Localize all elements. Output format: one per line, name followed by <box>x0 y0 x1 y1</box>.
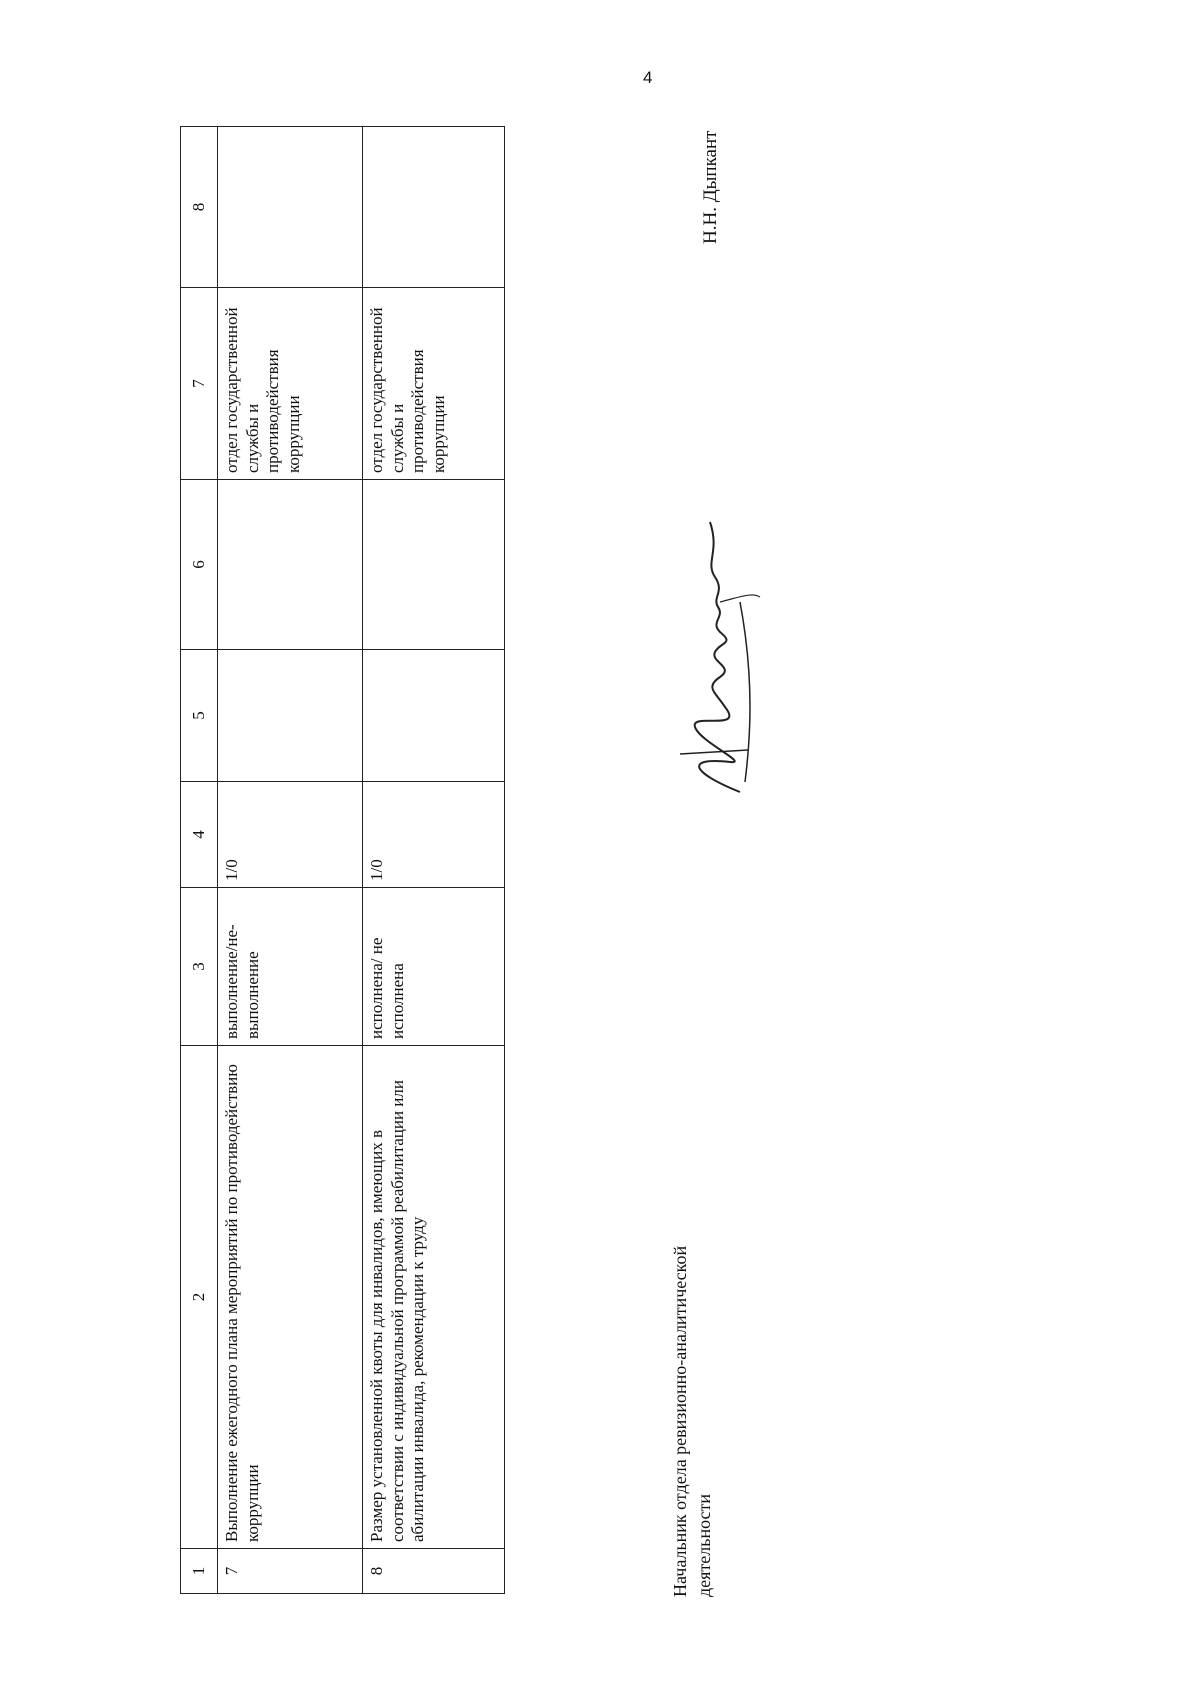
col-header-2: 2 <box>181 1046 218 1549</box>
col8-cell <box>218 127 363 288</box>
handwritten-signature <box>670 502 765 802</box>
col-header-5: 5 <box>181 650 218 782</box>
col5-cell <box>218 650 363 782</box>
row-number: 8 <box>363 1549 505 1594</box>
value-cell: 1/0 <box>218 782 363 888</box>
unit-cell: выполнение/не-выполнение <box>218 888 363 1046</box>
responsible-cell: отдел государственной службы и противодействия коррупции <box>363 288 505 480</box>
table-row <box>218 127 363 1594</box>
row-number: 7 <box>218 1549 363 1594</box>
col-header-4: 4 <box>181 782 218 888</box>
value-cell: 1/0 <box>363 782 505 888</box>
responsible-cell: отдел государственной службы и противодействия коррупции <box>218 288 363 480</box>
indicator-name: Размер установленной квоты для инвалидов, имеющих в соответствии с индивидуальной программой реабилитации или абилитации инвалида, рекомендации к труду <box>363 1046 505 1549</box>
col-header-8: 8 <box>181 127 218 288</box>
col-header-7: 7 <box>181 288 218 480</box>
table-row <box>363 127 505 1594</box>
page-number: 4 <box>643 68 653 87</box>
col6-cell <box>363 480 505 650</box>
unit-cell: исполнена/ не исполнена <box>363 888 505 1046</box>
col8-cell <box>363 127 505 288</box>
col-header-3: 3 <box>181 888 218 1046</box>
col-header-1: 1 <box>181 1549 218 1594</box>
indicators-table <box>180 126 505 1594</box>
col5-cell <box>363 650 505 782</box>
col6-cell <box>218 480 363 650</box>
signatory-position: Начальник отдела ревизионно-аналитической деятельности <box>670 1245 715 1597</box>
indicator-name: Выполнение ежегодного плана мероприятий по противодействию коррупции <box>218 1046 363 1549</box>
table-header-row <box>181 127 218 1594</box>
signatory-name: Н.Н. Дыпкант <box>700 130 721 244</box>
col-header-6: 6 <box>181 480 218 650</box>
